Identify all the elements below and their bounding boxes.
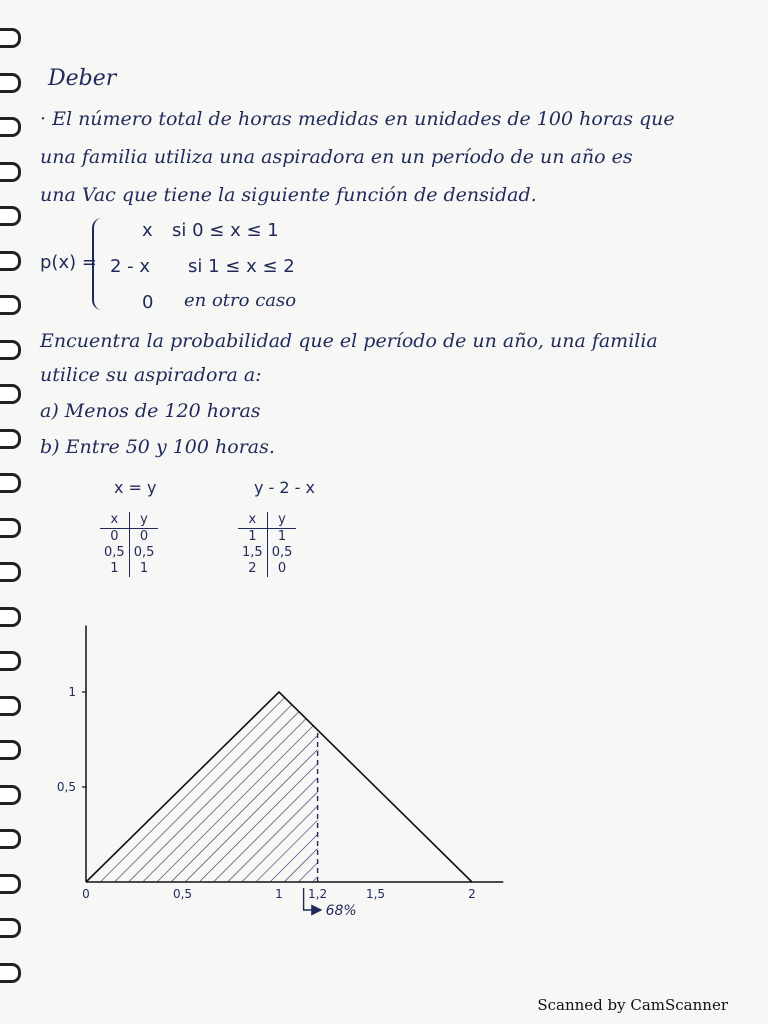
table-row — [100, 545, 158, 561]
spiral-ring — [0, 518, 21, 538]
table-cell: 0 — [277, 561, 287, 576]
case-3-expr: 0 — [142, 292, 154, 313]
table-row — [100, 561, 158, 577]
spiral-ring — [0, 562, 21, 582]
page-title: Deber — [48, 66, 117, 91]
case-2-cond: si 1 ≤ x ≤ 2 — [188, 256, 295, 277]
spiral-ring — [0, 206, 21, 226]
x-tick-label: 1,5 — [365, 887, 386, 901]
spiral-ring — [0, 963, 21, 983]
spiral-ring — [0, 295, 21, 315]
x-tick-label: 0 — [82, 887, 90, 901]
table-cell: 0 — [139, 529, 149, 544]
cases-brace — [92, 218, 106, 310]
problem-line-3: una Vac que tiene la siguiente función de densidad. — [40, 184, 537, 206]
table-cell: 1 — [277, 529, 287, 544]
shaded-area — [86, 692, 318, 882]
table-cell: 0 — [100, 529, 129, 546]
table-cell: 0,5 — [100, 545, 129, 561]
table-cell: 1 — [238, 529, 267, 546]
question-item-a: a) Menos de 120 horas — [40, 400, 261, 422]
case-1-expr: x — [142, 220, 153, 241]
spiral-ring — [0, 384, 21, 404]
case-2-expr: 2 - x — [110, 256, 151, 277]
spiral-ring — [0, 162, 21, 182]
x-tick-label: 2 — [468, 887, 476, 901]
table-row — [238, 545, 296, 561]
case-1-cond: si 0 ≤ x ≤ 1 — [172, 220, 279, 241]
spiral-ring — [0, 429, 21, 449]
value-table-1 — [100, 512, 158, 577]
question-line-1: Encuentra la probabilidad que el período de un año, una familia — [40, 330, 658, 352]
x-tick-label: 1 — [275, 887, 283, 901]
table-row — [100, 529, 158, 546]
spiral-ring — [0, 117, 21, 137]
annotation-label: 68% — [325, 903, 357, 919]
value-table-2 — [238, 512, 296, 577]
y-tick-label: 1 — [68, 685, 76, 699]
spiral-ring — [0, 73, 21, 93]
density-plot — [0, 600, 560, 950]
table-header: x — [100, 512, 129, 529]
table-header: y — [129, 512, 158, 529]
y-tick-label: 0,5 — [56, 780, 76, 794]
table-cell: 2 — [238, 561, 267, 577]
table-row — [238, 529, 296, 546]
table-row — [238, 561, 296, 577]
question-line-2: utilice su aspiradora a: — [40, 364, 262, 386]
x-tick-label: 1,2 — [308, 887, 328, 901]
table-cell: 0,5 — [271, 545, 293, 560]
problem-line-1: · El número total de horas medidas en unidades de 100 horas que — [40, 108, 675, 130]
density-lhs: p(x) = — [40, 252, 97, 273]
table-cell: 1,5 — [238, 545, 267, 561]
table-header: x — [238, 512, 267, 529]
spiral-ring — [0, 473, 21, 493]
spiral-ring — [0, 28, 21, 48]
table-cell: 1 — [100, 561, 129, 577]
table-cell: 0,5 — [133, 545, 155, 560]
table-2-title: y - 2 - x — [254, 478, 316, 497]
spiral-ring — [0, 340, 21, 360]
x-tick-label: 0,5 — [172, 887, 193, 901]
table-1-title: x = y — [114, 478, 157, 497]
problem-line-2: una familia utiliza una aspiradora en un período de un año es — [40, 146, 633, 168]
case-3-cond: en otro caso — [184, 290, 297, 311]
table-header: y — [267, 512, 296, 529]
question-item-b: b) Entre 50 y 100 horas. — [40, 436, 275, 458]
table-cell: 1 — [139, 561, 149, 576]
scanner-watermark: Scanned by CamScanner — [537, 996, 728, 1014]
spiral-ring — [0, 251, 21, 271]
